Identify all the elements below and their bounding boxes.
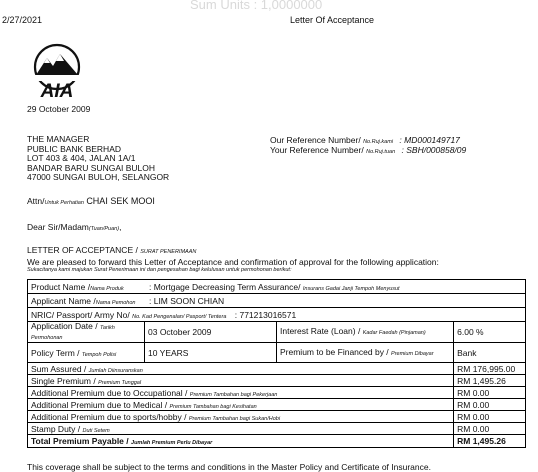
amount-label-cell (28, 411, 454, 423)
table-row (28, 387, 526, 399)
table-row (28, 399, 526, 411)
premium-financed-label-cell (277, 343, 454, 363)
document-header: Letter Of Acceptance (290, 15, 375, 25)
background-watermark: Sum Units : 1,0000000 (190, 0, 323, 12)
recipient-line: LOT 403 & 404, JALAN 1A/1 (27, 153, 136, 163)
application-details-table (27, 279, 526, 448)
row-label-malay: Premium Tunggal (98, 379, 142, 386)
applicant-name-cell (28, 294, 526, 308)
your-reference (270, 145, 466, 155)
aia-logo (27, 42, 87, 100)
policy-term-value-cell: 10 YEARS (145, 343, 277, 363)
recipient-line: 47000 SUNGAI BULOH, SELANGOR (27, 172, 170, 182)
row-label: Single Premium / (31, 375, 96, 386)
svg-text:AIA: AIA (40, 81, 74, 100)
app-date-label: Application Date / (31, 321, 98, 331)
amount-value-cell: RM 0.00 (454, 399, 526, 411)
attention-line (27, 196, 155, 206)
product-label: Product Name / (31, 281, 91, 292)
amount-value-cell: RM 0.00 (454, 387, 526, 399)
row-label: Total Premium Payable / (31, 436, 129, 446)
row-label-malay: Duti Setem (82, 427, 110, 434)
salutation-text: Dear Sir/Madam (27, 222, 89, 232)
amount-label-cell (28, 375, 454, 387)
premium-fin-label-malay: Premium Dibayar (391, 350, 434, 357)
interest-label: Interest Rate (Loan) / (280, 326, 361, 336)
aia-logo-graphic (27, 42, 87, 100)
row-label: Additional Premium due to Medical / (31, 399, 168, 410)
table-row (28, 280, 526, 294)
nric-value: : 771213016571 (234, 309, 297, 320)
intro-text-malay: Sukacitanya kami majukan Surat Penerimaan ini dan pengesahan bagi kelulusan untuk permohonan berikut: (27, 267, 292, 273)
row-label: Sum Assured / (31, 363, 87, 374)
app-date-label-malay: Tarikh Permohonan (31, 325, 115, 341)
row-label-malay: Premium Tambahan bagi Pekerjaan (189, 391, 278, 398)
recipient-line: THE MANAGER (27, 134, 90, 144)
table-row (28, 363, 526, 375)
salutation-malay: (Tuan/Puan) (88, 226, 120, 232)
interest-rate-label-cell (277, 322, 454, 343)
intro-text: We are pleased to forward this Letter of Acceptance and confirmation of approval for the following application: (27, 257, 439, 267)
table-row (28, 308, 526, 322)
application-date-value-cell: 03 October 2009 (145, 322, 277, 343)
product-label-malay: Nama Produk (90, 285, 124, 292)
product-name-cell (28, 280, 526, 294)
your-reference-value: : SBH/000858/09 (401, 145, 467, 155)
attn-label: Attn/ (27, 196, 45, 206)
table-row (28, 423, 526, 435)
footer-note: This coverage shall be subject to the terms and conditions in the Master Policy and Certificate of Insurance. (27, 462, 431, 472)
subject-line (27, 245, 196, 255)
applicant-value: : LIM SOON CHIAN (149, 295, 225, 306)
applicant-label: Applicant Name / (31, 295, 96, 306)
total-label-cell (28, 435, 454, 448)
nric-label: NRIC/ Passport/ Army No/ (31, 309, 130, 320)
attn-label-malay: Untuk Perhatian (44, 200, 84, 206)
nric-cell (28, 308, 526, 322)
salutation (27, 222, 121, 232)
our-reference-label: Our Reference Number/ (270, 135, 361, 145)
amount-label-cell (28, 399, 454, 411)
premium-fin-label: Premium to be Financed by / (280, 346, 389, 357)
table-row (28, 435, 526, 448)
row-label: Stamp Duty / (31, 423, 81, 434)
table-row (28, 343, 526, 363)
nric-label-malay: No. Kad Pengenalan/ Pasport/ Tentera (132, 313, 227, 320)
premium-financed-value-cell: Bank (454, 343, 526, 363)
subject-malay: SURAT PENERIMAAN (140, 249, 197, 255)
interest-label-malay: Kadar Faedah (Pinjaman) (362, 330, 426, 336)
row-label: Additional Premium due to sports/hobby / (31, 411, 187, 422)
policy-term-label: Policy Term / (31, 347, 80, 358)
product-value-malay: Insurans Gadai Janji Tempoh Menyusut (302, 285, 400, 292)
application-date-label-cell (28, 322, 145, 343)
recipient-line: BANDAR BARU SUNGAI BULOH (27, 162, 155, 173)
interest-rate-value-cell: 6.00 % (454, 322, 526, 343)
table-row (28, 411, 526, 423)
our-reference (270, 135, 460, 145)
table-row (28, 294, 526, 308)
print-date: 2/27/2021 (2, 15, 43, 25)
applicant-label-malay: Nama Pemohon (95, 299, 136, 306)
amount-label-cell (28, 363, 454, 375)
letter-date: 29 October 2009 (27, 104, 91, 114)
attn-name: CHAI SEK MOOI (86, 196, 155, 206)
amount-value-cell: RM 0.00 (454, 423, 526, 435)
policy-term-label-malay: Tempoh Polisi (81, 351, 117, 358)
row-label-malay: Premium Tambahan bagi Sukan/Hobi (188, 415, 281, 422)
our-reference-label-malay: No.Ruj.kami (363, 139, 394, 145)
subject-title: LETTER OF ACCEPTANCE / (27, 245, 138, 255)
row-label-malay: Jumlah Diinsuranskan (88, 367, 143, 374)
table-row (28, 375, 526, 387)
row-label-malay: Premium Tambahan bagi Kesihatan (169, 403, 257, 410)
amount-value-cell: RM 176,995.00 (454, 363, 526, 375)
recipient-line: PUBLIC BANK BERHAD (27, 143, 121, 154)
amount-label-cell (28, 423, 454, 435)
your-reference-label: Your Reference Number/ (270, 145, 364, 155)
our-reference-value: : MD000149717 (399, 135, 460, 145)
table-row (28, 322, 526, 343)
policy-term-label-cell (28, 343, 145, 363)
recipient-address (27, 135, 169, 183)
your-reference-label-malay: No.Ruj.tuan (366, 149, 396, 155)
salutation-comma: , (119, 222, 122, 232)
total-value-cell: RM 1,495.26 (454, 435, 526, 448)
amount-value-cell: RM 0.00 (454, 411, 526, 423)
amount-value-cell: RM 1,495.26 (454, 375, 526, 387)
row-label-malay: Jumlah Premium Perlu Dibayar (131, 440, 213, 446)
row-label: Additional Premium due to Occupational / (31, 387, 188, 398)
product-value: : Mortgage Decreasing Term Assurance/ (149, 281, 301, 292)
amount-label-cell (28, 387, 454, 399)
